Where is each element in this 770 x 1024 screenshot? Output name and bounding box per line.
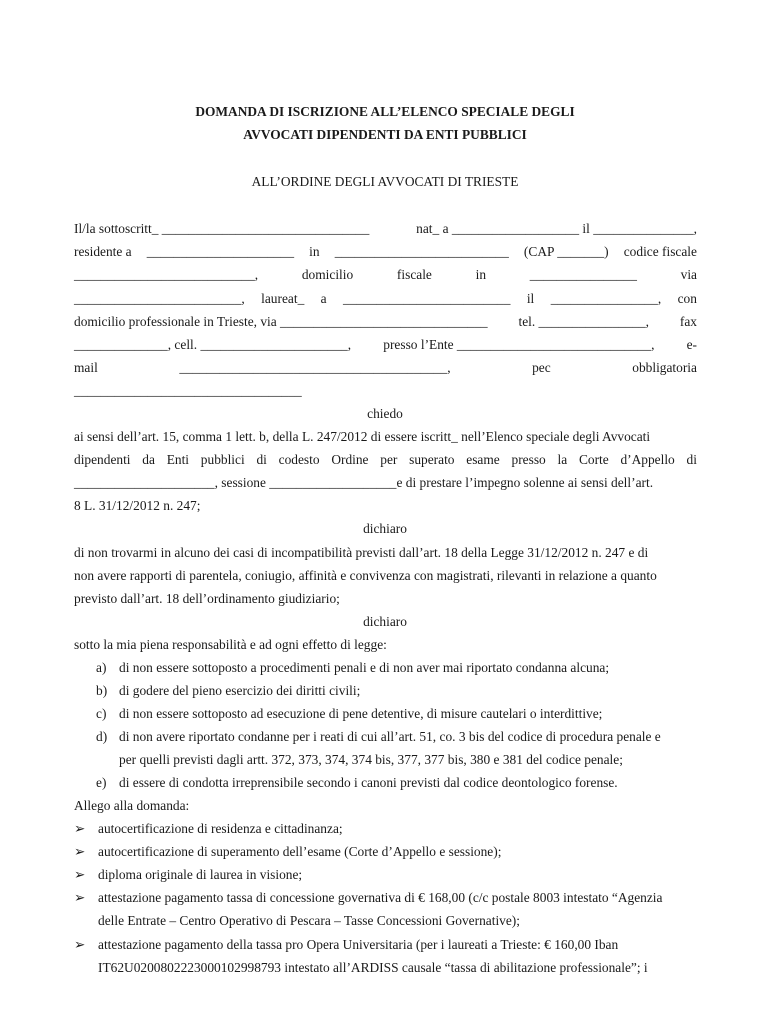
dichiaro-heading-2: dichiaro (363, 614, 407, 629)
arrow-bullet-icon: ➢ (74, 821, 86, 836)
chiedo-line-1: ai sensi dell’art. 15, comma 1 lett. b, della L. 247/2012 di essere iscritt_ nell’Elenco speciale degli Avvocati (74, 429, 651, 444)
allegato-item: autocertificazione di superamento dell’esame (Corte d’Appello e sessione); (98, 844, 502, 859)
list-item-b: di godere del pieno esercizio dei diritti civili; (119, 683, 361, 698)
list-item-d-cont: per quelli previsti dagli artt. 372, 373, 374, 374 bis, 377, 377 bis, 380 e 381 del codice penale; (119, 752, 623, 767)
title-line-1: DOMANDA DI ISCRIZIONE ALL’ELENCO SPECIALE DEGLI (195, 104, 575, 119)
list-label-d: d) (96, 729, 108, 744)
allegati-intro: Allego alla domanda: (74, 798, 190, 813)
list-item-d: di non avere riportato condanne per i reati di cui all’art. 51, co. 3 bis del codice di procedura penale e (119, 729, 661, 744)
dichiaro2-intro: sotto la mia piena responsabilità e ad ogni effetto di legge: (74, 637, 387, 652)
list-item-e: di essere di condotta irreprensibile secondo i canoni previsti dal codice deontologico forense. (119, 775, 618, 790)
form-line-7: mail ________________________________________, pec obbligatoria (74, 360, 697, 375)
chiedo-line-4: 8 L. 31/12/2012 n. 247; (74, 498, 201, 513)
list-label-b: b) (96, 683, 108, 698)
form-line-6: ______________, cell. ______________________, presso l’Ente _____________________________, e- (74, 337, 697, 352)
list-label-c: c) (96, 706, 107, 721)
form-line-1: Il/la sottoscritt_ _______________________________ nat_ a ___________________ il _______________, (74, 221, 697, 236)
dichiaro1-line-3: previsto dall’art. 18 dell’ordinamento giudiziario; (74, 591, 340, 606)
form-line-2: residente a ______________________ in __________________________ (CAP _______) codice fiscale (74, 244, 697, 259)
title-line-2: AVVOCATI DIPENDENTI DA ENTI PUBBLICI (243, 127, 527, 142)
list-label-e: e) (96, 775, 107, 790)
allegato-item: autocertificazione di residenza e cittadinanza; (98, 821, 343, 836)
list-label-a: a) (96, 660, 107, 675)
dichiaro1-line-2: non avere rapporti di parentela, coniugio, affinità e convivenza con magistrati, rilevanti in relazione a quanto (74, 568, 657, 583)
form-line-5: domicilio professionale in Trieste, via _______________________________ tel. ________________, fax (74, 314, 697, 329)
allegato-item: diploma originale di laurea in visione; (98, 867, 303, 882)
addressee: ALL’ORDINE DEGLI AVVOCATI DI TRIESTE (251, 174, 519, 189)
form-line-3: ___________________________, domicilio fiscale in ________________ via (74, 267, 697, 282)
chiedo-line-2: dipendenti da Enti pubblici di codesto Ordine per superato esame presso la Corte d’Appello di (74, 452, 697, 467)
arrow-bullet-icon: ➢ (74, 890, 86, 905)
form-line-4: _________________________, laureat_ a _________________________ il ________________, con (74, 291, 697, 306)
allegato-item-cont: delle Entrate – Centro Operativo di Pescara – Tasse Concessioni Governative); (98, 913, 520, 928)
arrow-bullet-icon: ➢ (74, 867, 86, 882)
chiedo-line-3: _____________________, sessione ___________________e di prestare l’impegno solenne ai sensi dell’art. (74, 475, 654, 490)
allegato-item: attestazione pagamento tassa di concessione governativa di € 168,00 (c/c postale 8003 intestato “Agenzia (98, 890, 663, 905)
chiedo-heading: chiedo (367, 406, 403, 421)
dichiaro-heading-1: dichiaro (363, 521, 407, 536)
allegato-item: attestazione pagamento della tassa pro Opera Universitaria (per i laureati a Trieste: € 160,00 Iban (98, 937, 619, 952)
allegato-item-cont: IT62U0200802223000102998793 intestato all’ARDISS causale “tassa di abilitazione professionale”; i (98, 960, 648, 975)
dichiaro1-line-1: di non trovarmi in alcuno dei casi di incompatibilità previsti dall’art. 18 della Legge 31/12/2012 n. 247 e di (74, 545, 649, 560)
list-item-c: di non essere sottoposto ad esecuzione di pene detentive, di misure cautelari o interdittive; (119, 706, 603, 721)
arrow-bullet-icon: ➢ (74, 844, 86, 859)
arrow-bullet-icon: ➢ (74, 937, 86, 952)
form-line-8: __________________________________ (74, 383, 302, 398)
list-item-a: di non essere sottoposto a procedimenti penali e di non aver mai riportato condanna alcuna; (119, 660, 610, 675)
